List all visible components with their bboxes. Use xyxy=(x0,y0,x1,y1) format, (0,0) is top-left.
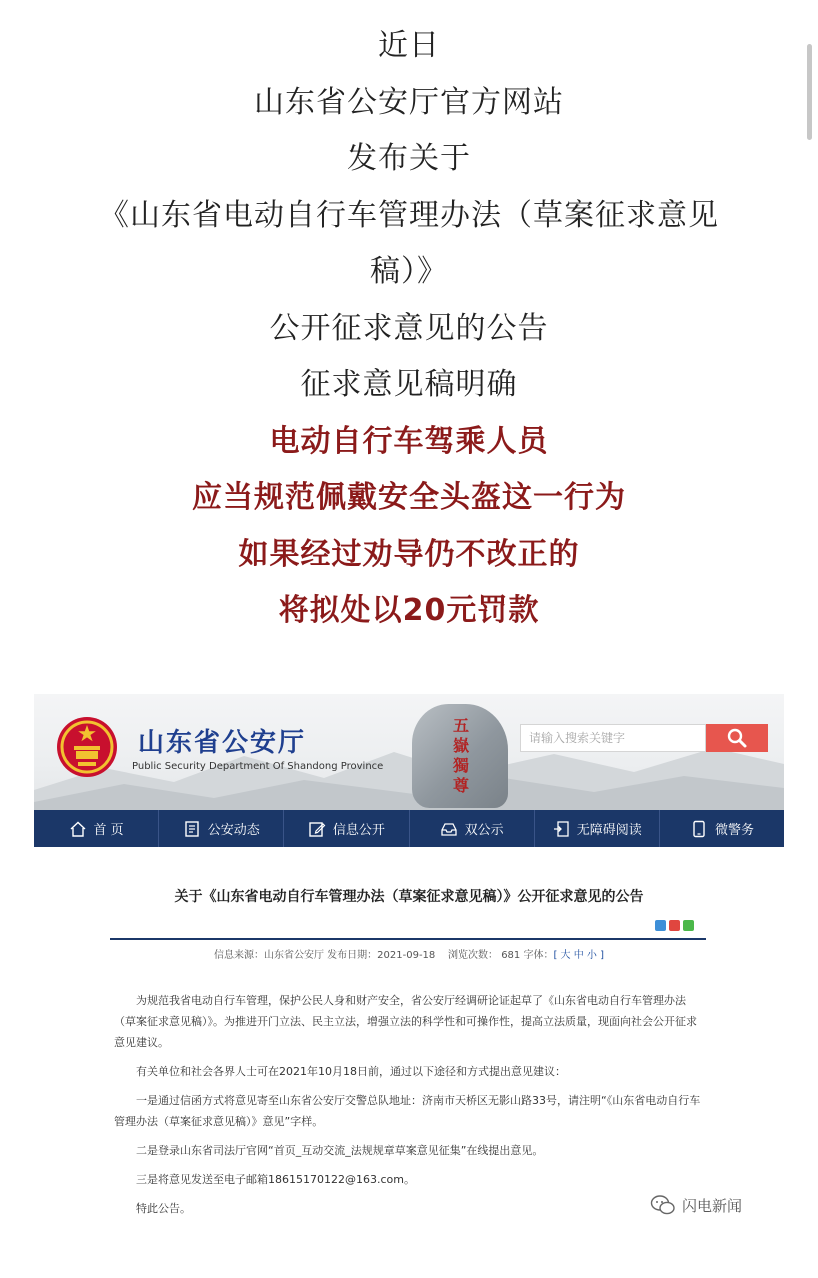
mobile-icon xyxy=(690,820,708,838)
nav-item-info-disclosure[interactable] xyxy=(283,810,408,847)
share-icons xyxy=(655,920,694,931)
title-divider xyxy=(110,938,706,940)
nav-item-label: 无障碍阅读 xyxy=(576,823,642,838)
wechat-icon xyxy=(650,1194,676,1216)
nav-item-label: 双公示 xyxy=(464,823,504,838)
article-line: 近日 xyxy=(378,28,440,63)
website-screenshot xyxy=(34,694,784,1278)
article-text xyxy=(0,18,818,640)
nav-item-micro-police[interactable] xyxy=(659,810,784,847)
article-line: 山东省公安厅官方网站 xyxy=(254,84,564,120)
article-highlight-line: 电动自行车驾乘人员 xyxy=(269,423,549,459)
article-line: 发布关于 xyxy=(347,141,471,176)
search-input[interactable] xyxy=(520,724,706,752)
article-line: 公开征求意见的公告 xyxy=(269,310,549,346)
taishan-stone-image xyxy=(412,704,508,808)
nav-item-police-news[interactable] xyxy=(158,810,283,847)
site-banner xyxy=(34,694,784,810)
article-line: 稿）》 xyxy=(370,254,448,289)
article-highlight-line: 将拟处以20元罚款 xyxy=(278,593,540,628)
notice-title: 关于《山东省电动自行车管理办法（草案征求意见稿）》公开征求意见的公告 xyxy=(174,889,644,905)
share-qzone-icon[interactable] xyxy=(655,920,666,931)
notice-paragraph: 一是通过信函方式将意见寄至山东省公安厅交警总队地址：济南市天桥区无影山路33号，请注明“《山东省电动自行车管理办法（草案征求意见稿）》意见”字样。 xyxy=(114,1094,701,1128)
news-icon xyxy=(183,820,201,838)
article-line: 《山东省电动自行车管理办法（草案征求意见 xyxy=(99,197,719,233)
notice-paragraph: 三是将意见发送至电子邮箱18615170122@163.com。 xyxy=(136,1173,415,1186)
main-nav xyxy=(34,810,784,847)
article-line: 征求意见稿明确 xyxy=(300,367,518,402)
meta-date: 发布日期：2021-09-18 xyxy=(327,950,436,961)
article-highlight-line: 如果经过劝导仍不改正的 xyxy=(238,536,580,572)
notice-body xyxy=(114,990,704,1227)
notice-meta xyxy=(34,946,784,961)
search-icon xyxy=(726,727,748,749)
stone-inscription: 五嶽獨尊 xyxy=(452,716,469,795)
search-button[interactable] xyxy=(706,724,768,752)
nav-item-label: 首 页 xyxy=(93,823,124,838)
national-emblem-icon xyxy=(56,716,118,778)
share-weibo-icon[interactable] xyxy=(669,920,680,931)
nav-item-accessible-reading[interactable] xyxy=(534,810,659,847)
notice-paragraph: 有关单位和社会各界人士可在2021年10月18日前，通过以下途径和方式提出意见建议： xyxy=(136,1065,566,1078)
notice-paragraph: 特此公告。 xyxy=(136,1202,191,1215)
scrollbar-thumb[interactable] xyxy=(807,44,812,140)
meta-font-label: 字体： xyxy=(523,950,554,961)
meta-views: 浏览次数： 681 xyxy=(448,950,521,961)
home-icon xyxy=(69,820,87,838)
edit-icon xyxy=(308,820,326,838)
inbox-icon xyxy=(440,820,458,838)
notice-paragraph: 二是登录山东省司法厅官网“首页_互动交流_法规规章草案意见征集”在线提出意见。 xyxy=(136,1144,544,1157)
nav-item-label: 公安动态 xyxy=(207,823,260,838)
nav-item-dual-publicity[interactable] xyxy=(409,810,534,847)
watermark-text: 闪电新闻 xyxy=(682,1196,743,1215)
site-name: 山东省公安厅 xyxy=(138,728,307,758)
share-wechat-icon[interactable] xyxy=(683,920,694,931)
font-size-switch[interactable]: [ 大 中 小 ] xyxy=(553,950,604,961)
notice-paragraph: 为规范我省电动自行车管理，保护公民人身和财产安全，省公安厅经调研论证起草了《山东省电动自行车管理办法（草案征求意见稿）》。为推进开门立法、民主立法，增强立法的科学性和可操作性，提高立法质量，现面向社会公开征求意见建议。 xyxy=(114,994,697,1049)
meta-source: 信息来源：山东省公安厅 xyxy=(213,950,324,961)
article-highlight-line: 应当规范佩戴安全头盔这一行为 xyxy=(192,480,626,515)
nav-item-home[interactable] xyxy=(34,810,158,847)
nav-item-label: 信息公开 xyxy=(332,823,385,838)
site-name-english: Public Security Department Of Shandong Province xyxy=(132,761,384,772)
watermark xyxy=(650,1194,742,1216)
nav-item-label: 微警务 xyxy=(714,823,754,838)
accessibility-icon xyxy=(552,820,570,838)
